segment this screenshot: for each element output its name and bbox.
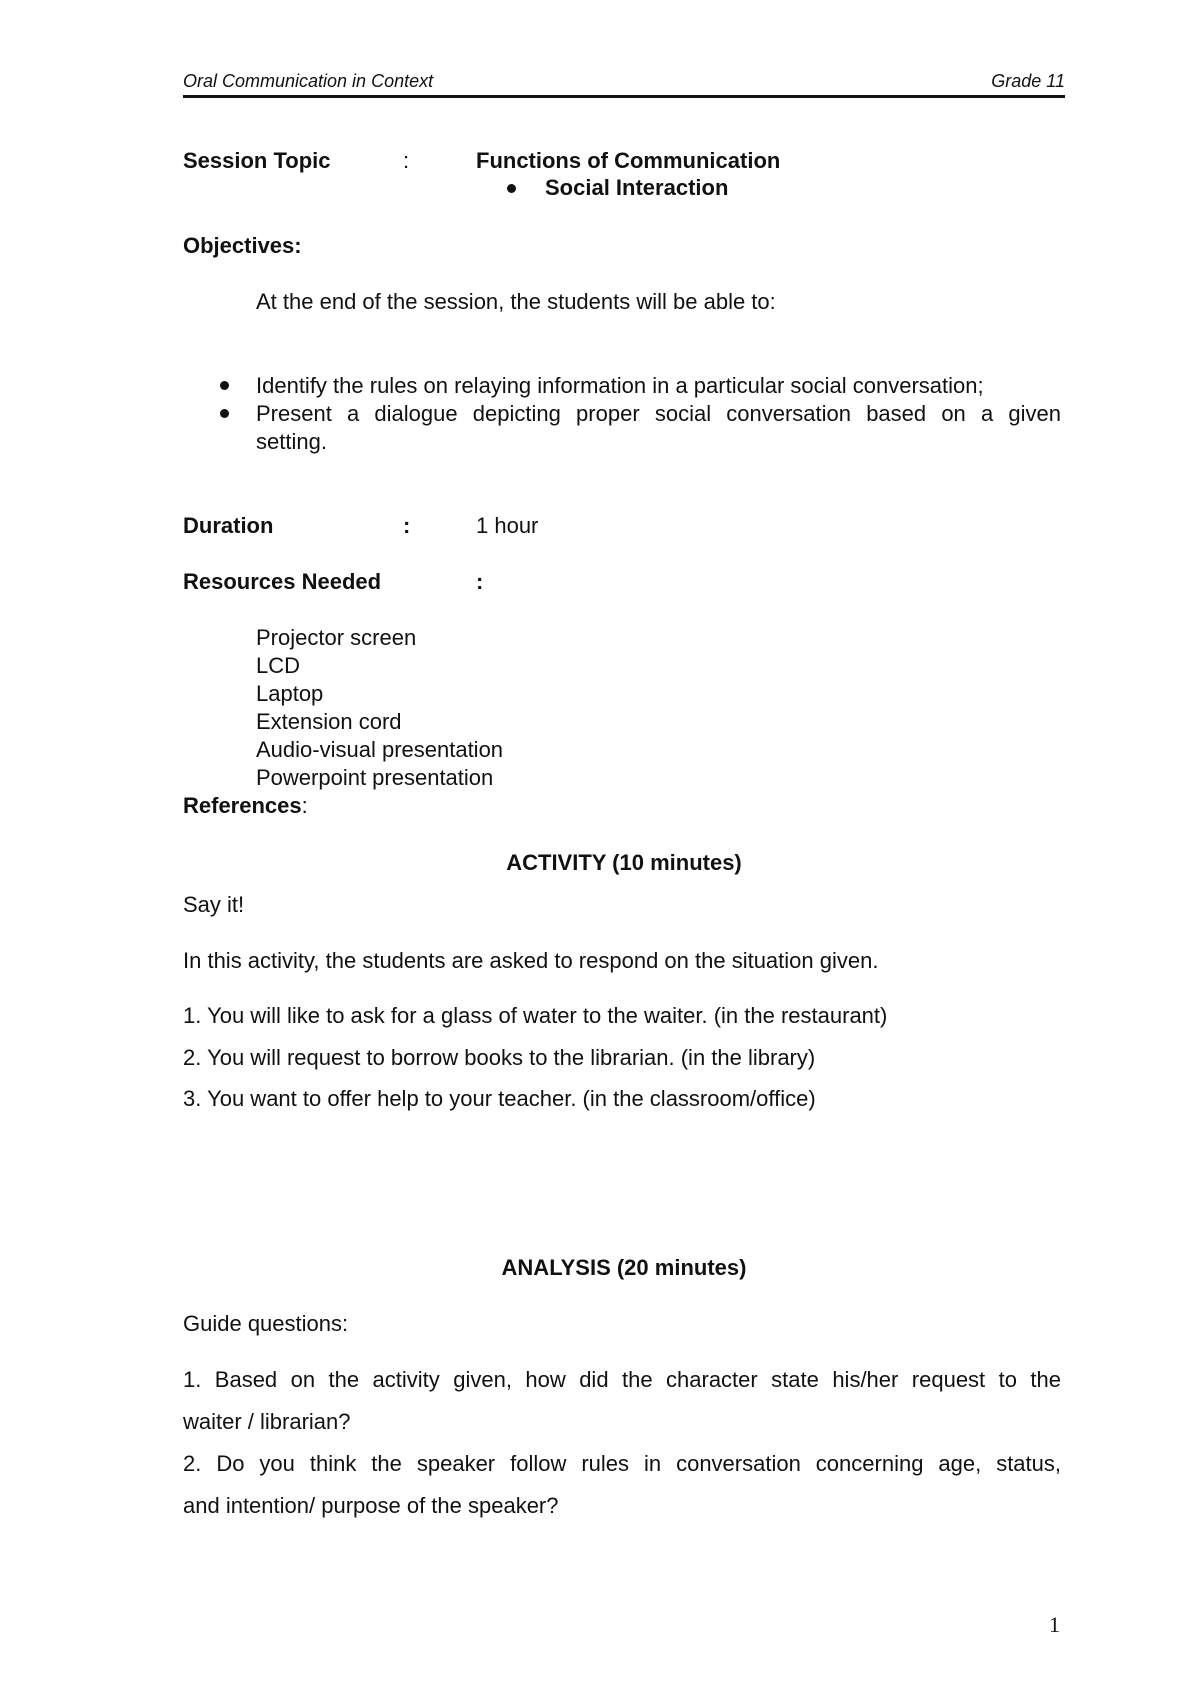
resource-item: Powerpoint presentation [256, 765, 494, 790]
duration-label: Duration [183, 513, 274, 538]
resource-item: Audio-visual presentation [256, 737, 504, 762]
references-line [183, 793, 308, 819]
objective-item-2-cont: setting. [256, 429, 327, 454]
bullet-icon [220, 381, 229, 390]
resources-colon: : [476, 569, 484, 594]
guide-question-1-cont: waiter / librarian? [183, 1409, 351, 1434]
activity-item: 2. You will request to borrow books to the librarian. (in the library) [183, 1045, 816, 1070]
activity-item: 3. You want to offer help to your teacher. (in the classroom/office) [183, 1086, 816, 1111]
duration-colon: : [403, 513, 411, 538]
analysis-intro: Guide questions: [183, 1311, 349, 1336]
page-number: 1 [1049, 1612, 1060, 1637]
session-topic-colon: : [403, 148, 410, 173]
objective-item-2: Present a dialogue depicting proper social conversation based on a given [256, 401, 1061, 426]
course-title: Oral Communication in Context [183, 71, 434, 91]
activity-title: Say it! [183, 892, 245, 917]
analysis-heading: ANALYSIS (20 minutes) [501, 1255, 747, 1280]
objective-item-1: Identify the rules on relaying information in a particular social conversation; [256, 373, 984, 398]
guide-question-2-cont: and intention/ purpose of the speaker? [183, 1493, 559, 1518]
guide-question-2: 2. Do you think the speaker follow rules in conversation concerning age, status, [183, 1451, 1061, 1476]
session-subtopic: Social Interaction [545, 175, 729, 200]
resources-label: Resources Needed [183, 569, 382, 594]
resource-item: Laptop [256, 681, 324, 706]
grade-label: Grade 11 [991, 71, 1065, 91]
objectives-label: Objectives: [183, 233, 302, 258]
bullet-icon [507, 184, 516, 193]
activity-item: 1. You will like to ask for a glass of water to the waiter. (in the restaurant) [183, 1003, 888, 1028]
session-topic-value: Functions of Communication [476, 148, 781, 173]
activity-instruction: In this activity, the students are asked to respond on the situation given. [183, 948, 879, 973]
bullet-icon [220, 409, 229, 418]
guide-question-1: 1. Based on the activity given, how did the character state his/her request to the [183, 1367, 1061, 1392]
resource-item: Extension cord [256, 709, 402, 734]
activity-heading: ACTIVITY (10 minutes) [506, 850, 742, 875]
resource-item: LCD [256, 653, 301, 678]
session-topic-label: Session Topic [183, 148, 331, 173]
resource-item: Projector screen [256, 625, 417, 650]
header-rule [183, 95, 1065, 98]
objectives-intro: At the end of the session, the students will be able to: [256, 289, 776, 314]
duration-value: 1 hour [476, 513, 539, 538]
references-colon: : [301, 793, 308, 818]
references-label: References [183, 793, 302, 818]
